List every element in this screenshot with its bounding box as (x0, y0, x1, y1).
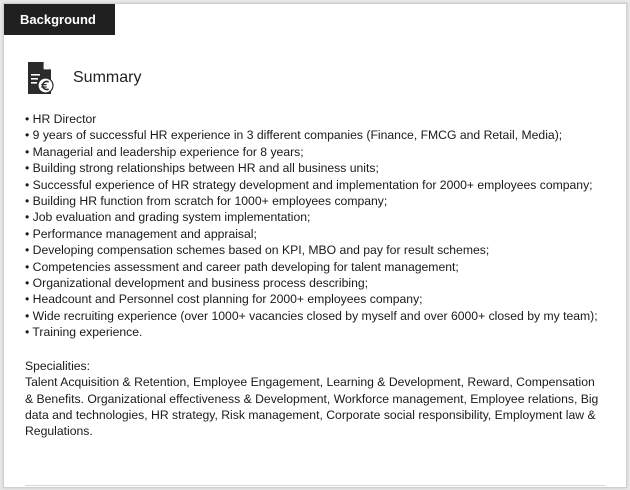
summary-bullet-list (25, 111, 605, 341)
bullet-item: • Headcount and Personnel cost planning for 2000+ employees company; (25, 292, 423, 307)
specialities-text: Talent Acquisition & Retention, Employee Engagement, Learning & Development, Reward, Compensation & Benefits. Organizational effectiveness & Development, Workforce management, Employee relations, Big data and technologies, HR strategy, Risk management, Corporate social responsibility, Employment law & Regulations. (25, 375, 599, 439)
summary-content (25, 111, 605, 440)
bullet-item: • Competencies assessment and career path developing for talent management; (25, 259, 459, 274)
specialities-title: Specialities: (25, 358, 91, 373)
section-divider (25, 485, 605, 486)
bullet-item: • Managerial and leadership experience for 8 years; (25, 144, 304, 159)
document-euro-icon (26, 61, 54, 95)
background-tab[interactable]: Background (4, 4, 115, 35)
bullet-item: • 9 years of successful HR experience in 3 different companies (Finance, FMCG and Retail, Media); (25, 128, 563, 143)
background-panel (3, 3, 627, 488)
bullet-item: • Training experience. (25, 325, 143, 340)
bullet-item: • HR Director (25, 112, 97, 126)
bullet-item: • Building strong relationships between HR and all business units; (25, 161, 379, 176)
section-spacer (25, 341, 605, 358)
bullet-item: • Organizational development and business process describing; (25, 276, 369, 291)
summary-header (26, 61, 141, 95)
bullet-item: • Building HR function from scratch for 1000+ employees company; (25, 194, 388, 209)
bullet-item: • Successful experience of HR strategy development and implementation for 2000+ employees company; (25, 177, 593, 192)
bullet-item: • Performance management and appraisal; (25, 226, 257, 241)
summary-title: Summary (73, 69, 142, 86)
bullet-item: • Job evaluation and grading system implementation; (25, 210, 311, 225)
bullet-item: • Wide recruiting experience (over 1000+ vacancies closed by myself and over 6000+ closed by my team); (25, 308, 598, 323)
bullet-item: • Developing compensation schemes based on KPI, MBO and pay for result schemes; (25, 243, 490, 258)
